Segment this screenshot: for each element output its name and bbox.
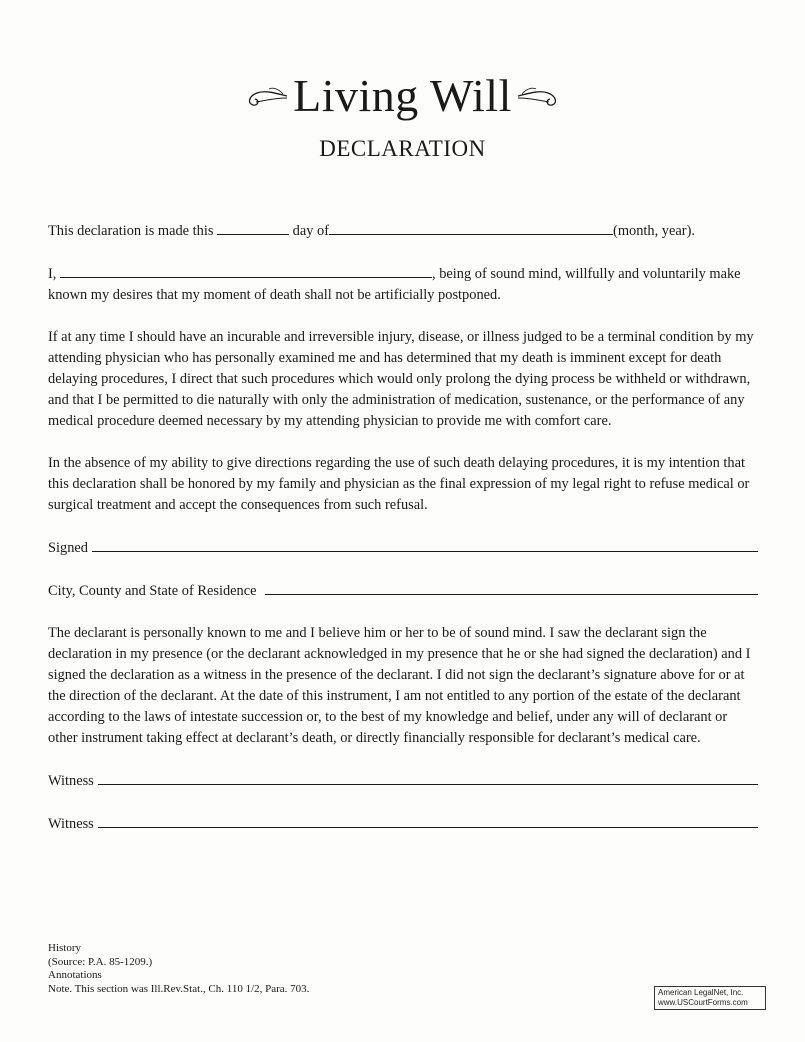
witness-label-2: Witness <box>48 816 94 832</box>
annotations-label: Annotations <box>48 969 102 981</box>
residence-field[interactable] <box>265 580 759 595</box>
date-line-start: This declaration is made this <box>48 223 214 239</box>
left-flourish-icon <box>243 81 289 111</box>
month-year-blank[interactable] <box>329 220 613 235</box>
declarant-line <box>48 263 758 306</box>
date-line <box>48 220 758 242</box>
residence-label: City, County and State of Residence <box>48 583 257 599</box>
publisher-name: American LegalNet, Inc. <box>658 988 744 997</box>
terminal-condition-paragraph: If at any time I should have an incurable and irreversible injury, disease, or illness judged to be a terminal condition by my attending physician who has personally examined me and has determined that my death is imminent except for death delaying procedures, I direct that such procedures which would only prolong the dying process be withheld or withdrawn, and that I be permitted to die naturally with only the administration of medication, sustenance, or the performance of any medical procedure deemed necessary by my attending physician to provide me with comfort care. <box>48 329 754 429</box>
title-row <box>0 68 805 124</box>
right-flourish-icon <box>516 81 562 111</box>
date-line-mid: day of <box>292 223 330 239</box>
day-blank[interactable] <box>217 220 289 235</box>
publisher-url: www.USCourtForms.com <box>658 998 748 1007</box>
declarant-name-blank[interactable] <box>60 263 432 278</box>
signed-label: Signed <box>48 540 88 556</box>
declarant-line-start: I, <box>48 266 57 282</box>
history-label: History <box>48 942 81 954</box>
source-note: (Source: P.A. 85-1209.) <box>48 955 153 968</box>
witness-statement-paragraph: The declarant is personally known to me and I believe him or her to be of sound mind. I saw the declarant sign the declaration in my presence (or the declarant acknowledged in my presence that he or she had signed the declaration) and I signed the declaration as a witness in the presence of the declarant. I did not sign the declarant’s signature above for or at the direction of the declarant. At the date of this instrument, I am not entitled to any portion of the estate of the declarant according to the laws of intestate succession or, to the best of my knowledge and belief, under any will of declarant or other instrument taking effect at declarant’s death, or directly financially responsible for declarant’s medical care. <box>48 625 751 746</box>
residence-line <box>48 580 758 602</box>
witness-line-1 <box>48 770 758 792</box>
document-subtitle: DECLARATION <box>319 136 486 161</box>
declarant-line-end: , being of sound mind, willfully and voluntarily make known my desires that my moment of death shall not be artificially postponed. <box>48 266 741 303</box>
publisher-badge <box>654 986 766 1010</box>
statute-note: Note. This section was Ill.Rev.Stat., Ch. 110 1/2, Para. 703. <box>48 982 310 995</box>
witness-field-2[interactable] <box>98 813 758 828</box>
date-line-end: (month, year). <box>613 223 695 239</box>
document-title: Living Will <box>293 70 512 121</box>
witness-field-1[interactable] <box>98 770 758 785</box>
witness-line-2 <box>48 813 758 835</box>
declaration-body <box>48 220 758 835</box>
absence-paragraph: In the absence of my ability to give directions regarding the use of such death delaying procedures, it is my intention that this declaration shall be honored by my family and physician as the final expression of my legal right to refuse medical or surgical treatment and accept the consequences from such refusal. <box>48 455 750 513</box>
witness-label-1: Witness <box>48 773 94 789</box>
signature-field[interactable] <box>92 537 758 552</box>
signed-line <box>48 537 758 559</box>
history-footer <box>48 942 448 996</box>
